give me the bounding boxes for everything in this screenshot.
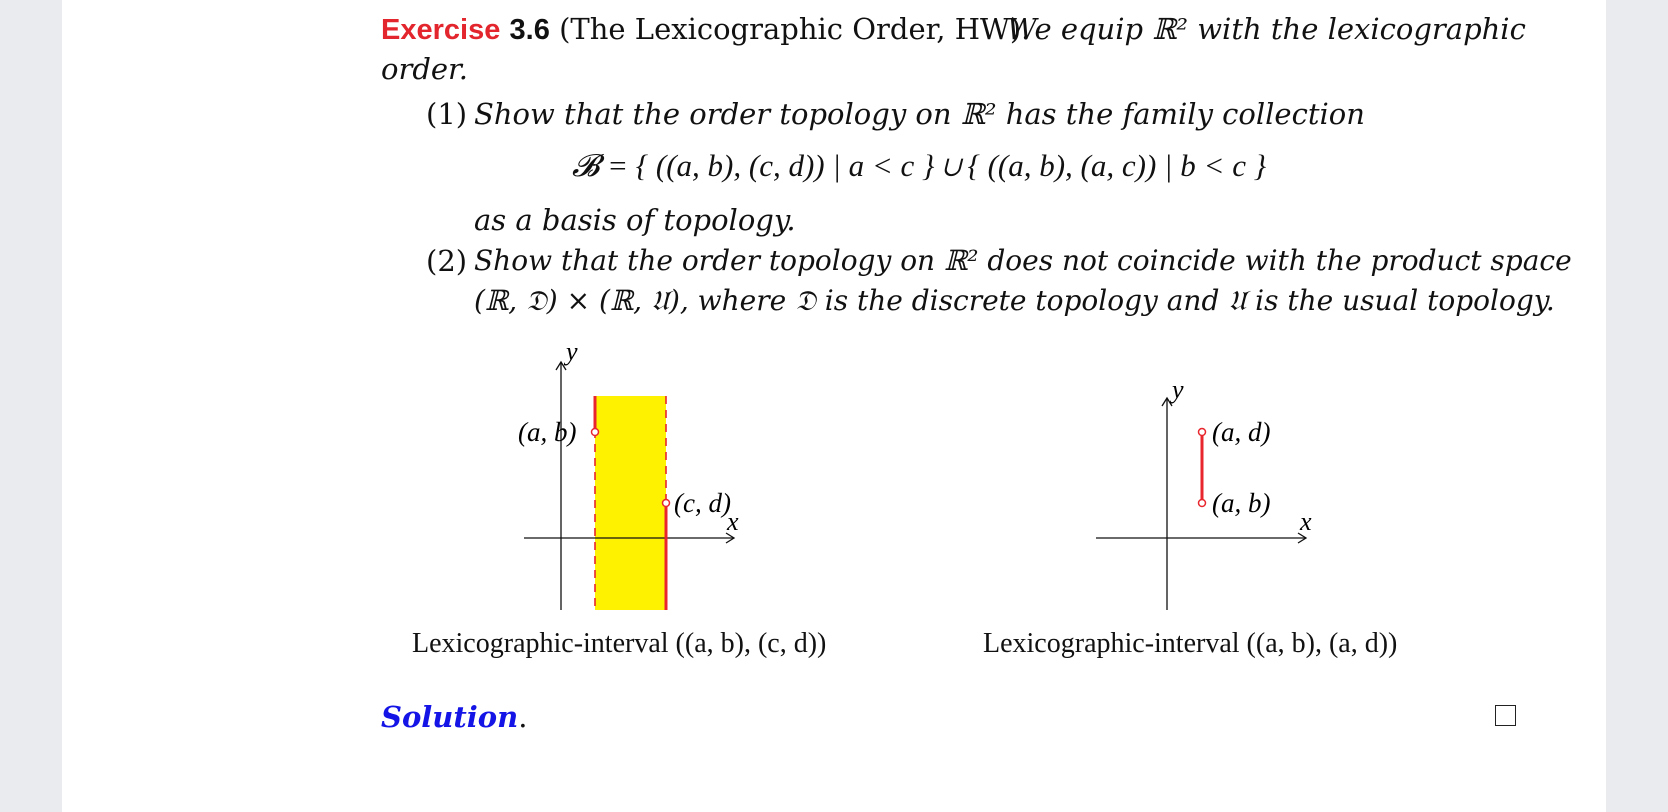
figure-2-plot bbox=[1074, 378, 1394, 618]
solution-heading bbox=[381, 700, 527, 734]
item-1-text: Show that the order topology on ℝ² has the family collection bbox=[474, 97, 1365, 131]
figure-1-plot bbox=[502, 340, 842, 620]
exercise-title: (The Lexicographic Order, HW). bbox=[559, 12, 1031, 46]
figure-1-label-cd: (c, d) bbox=[674, 488, 731, 518]
exercise-number: 3.6 bbox=[509, 14, 550, 46]
item-1-number: (1) bbox=[426, 97, 468, 131]
figure-1-shaded-region bbox=[595, 396, 666, 610]
figure-2-y-label: y bbox=[1172, 378, 1184, 404]
figure-2-caption: Lexicographic-interval ((a, b), (a, d)) bbox=[983, 628, 1398, 659]
figure-1-caption: Lexicographic-interval ((a, b), (c, d)) bbox=[412, 628, 827, 659]
item-2-line2: (ℝ, 𝔇) × (ℝ, 𝔘), where 𝔇 is the discrete topology and 𝔘 is the usual topology. bbox=[474, 284, 1555, 317]
figure-1-x-label: x bbox=[727, 507, 739, 536]
exercise-statement-line1: We equip ℝ² with the lexicographic bbox=[1007, 12, 1526, 46]
figure-1-y-label: y bbox=[566, 340, 578, 366]
solution-label: Solution bbox=[381, 700, 519, 734]
item-2-line1: Show that the order topology on ℝ² does not coincide with the product space bbox=[474, 244, 1572, 277]
figure-1-open-point-cd bbox=[663, 500, 670, 507]
figure-2-label-ab: (a, b) bbox=[1212, 488, 1271, 518]
item-1-after: as a basis of topology. bbox=[474, 203, 796, 237]
figure-2-x-label: x bbox=[1300, 507, 1312, 536]
exercise-label: Exercise bbox=[381, 14, 501, 46]
figure-1-open-point-ab bbox=[592, 429, 599, 436]
item-2-number: (2) bbox=[426, 244, 468, 278]
figure-2-label-ad: (a, d) bbox=[1212, 417, 1271, 447]
qed-square-icon bbox=[1495, 705, 1516, 726]
document-page bbox=[62, 0, 1606, 812]
basis-formula: 𝓑 = { ((a, b), (c, d)) | a < c } ∪ { ((a, b), (a, c)) | b < c } bbox=[572, 148, 1267, 183]
figure-2-open-point-ab bbox=[1199, 500, 1206, 507]
solution-punct: . bbox=[518, 700, 528, 734]
figure-2-open-point-ad bbox=[1199, 429, 1206, 436]
figure-1-label-ab: (a, b) bbox=[518, 417, 577, 447]
exercise-statement-line2: order. bbox=[381, 52, 468, 86]
exercise-heading bbox=[381, 12, 1030, 47]
